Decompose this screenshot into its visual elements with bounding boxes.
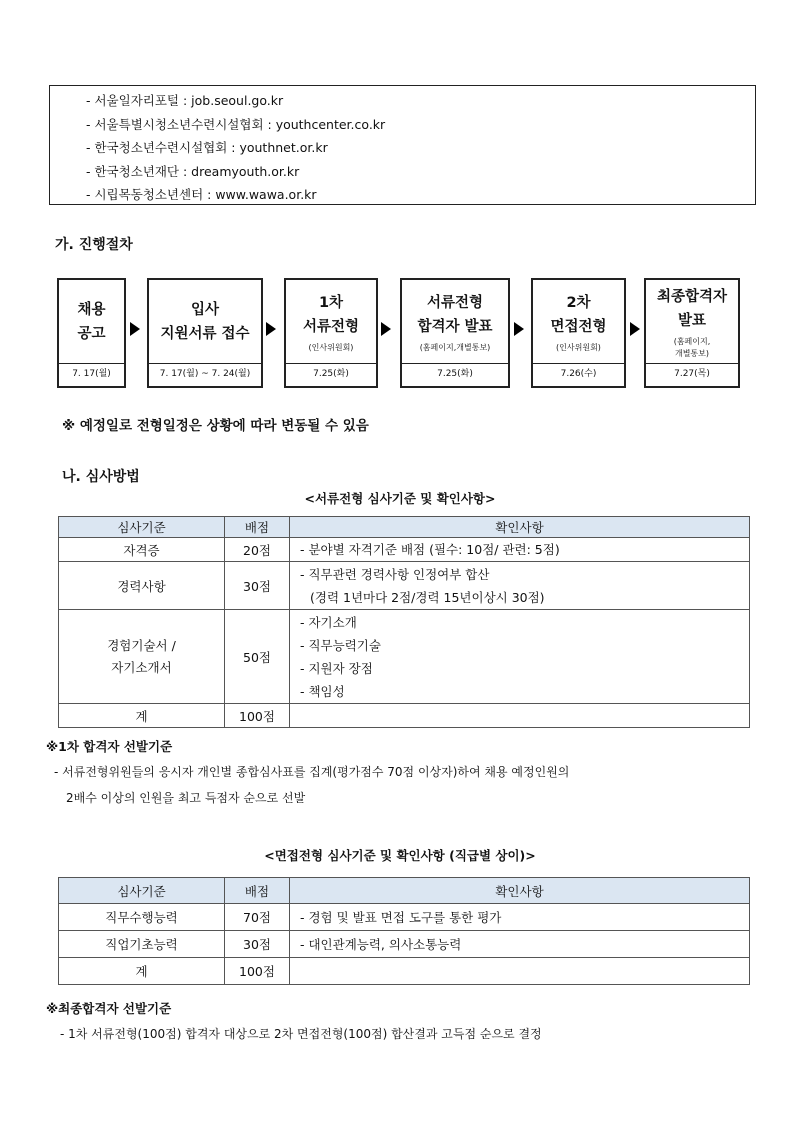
step-final-announcement (644, 278, 740, 388)
check-item: - 지원자 장점 (300, 657, 749, 680)
check-cell (290, 931, 750, 958)
score-cell: 70점 (225, 904, 290, 931)
link-item: - 한국청소년수련시설협회 : youthnet.or.kr (86, 136, 755, 160)
header-check: 확인사항 (290, 878, 750, 904)
section-a-title: 가. 진행절차 (55, 237, 133, 253)
step-line: 입사 (190, 302, 219, 318)
criterion-cell: 계 (59, 958, 225, 985)
header-criterion: 심사기준 (59, 517, 225, 538)
arrow-right-icon (630, 322, 640, 336)
criterion-cell: 직업기초능력 (59, 931, 225, 958)
score-cell: 30점 (225, 931, 290, 958)
table-header-row (59, 878, 750, 904)
site-links-box (49, 85, 756, 205)
table-row (59, 904, 750, 931)
doc-table-title: <서류전형 심사기준 및 확인사항> (304, 491, 496, 506)
link-item: - 시립목동청소년센터 : www.wawa.or.kr (86, 183, 755, 207)
step-sub: (인사위원회) (308, 342, 354, 352)
arrow-right-icon (266, 322, 276, 336)
step-application (147, 278, 263, 388)
criterion-line: 자기소개서 (111, 659, 172, 675)
check-cell (290, 704, 750, 728)
table-header-row (59, 517, 750, 538)
step-interview (531, 278, 626, 388)
section-b-title: 나. 심사방법 (62, 469, 140, 485)
step-date: 7.25(화) (402, 363, 508, 386)
step-line: 합격자 발표 (417, 318, 493, 335)
step-sub: (홈페이지, 개별통보) (673, 336, 711, 358)
check-item: - 자기소개 (300, 611, 749, 634)
step-sub: (인사위원회) (556, 342, 601, 352)
check-cell (290, 538, 750, 562)
step-recruit-notice (57, 278, 126, 388)
arrow-right-icon (381, 322, 391, 336)
criterion-cell: 직무수행능력 (59, 904, 225, 931)
step-line: 1차 (318, 294, 344, 311)
step-date: 7.26(수) (533, 363, 624, 386)
first-pass-line-2: 2배수 이상의 인원을 최고 득점자 순으로 선발 (66, 791, 306, 805)
step-sub: (홈페이지,개별통보) (419, 342, 491, 352)
step-line: 최종합격자 (656, 288, 728, 305)
link-item: - 서울특별시청소년수련시설협회 : youthcenter.co.kr (86, 113, 755, 137)
step-date: 7.27(목) (646, 363, 738, 386)
doc-screening-table (58, 516, 750, 728)
check-item: - 직무관련 경력사항 인정여부 합산 (300, 563, 749, 586)
step-document-result (400, 278, 510, 388)
score-cell: 100점 (225, 704, 290, 728)
final-pass-title: ※최종합격자 선발기준 (46, 1001, 172, 1016)
check-item: - 직무능력기술 (300, 634, 749, 657)
step-date: 7. 17(월) (59, 363, 124, 386)
check-cell (290, 610, 750, 704)
step-line: 공고 (77, 326, 106, 342)
check-item: - 대인관계능력, 의사소통능력 (300, 933, 749, 956)
step-date: 7.25(화) (286, 363, 376, 386)
score-cell: 30점 (225, 562, 290, 610)
link-item: - 서울일자리포털 : job.seoul.go.kr (86, 89, 755, 113)
interview-table (58, 877, 750, 985)
criterion-line: 경험기술서 / (107, 637, 176, 653)
check-cell (290, 958, 750, 985)
score-cell: 20점 (225, 538, 290, 562)
link-item: - 한국청소년재단 : dreamyouth.or.kr (86, 160, 755, 184)
step-line: 2차 (566, 294, 591, 311)
check-item-detail: (경력 1년마다 2점/경력 15년이상시 30점) (310, 589, 545, 605)
first-pass-title: ※1차 합격자 선발기준 (46, 739, 173, 754)
step-line: 채용 (77, 302, 106, 318)
first-pass-line-1: - 서류전형위원들의 응시자 개인별 종합심사표를 집계(평가점수 70점 이상자)하여 채용 예정인원의 (54, 765, 570, 779)
header-check: 확인사항 (290, 517, 750, 538)
step-date: 7. 17(월) ~ 7. 24(월) (149, 363, 261, 386)
table-row (59, 538, 750, 562)
step-line: 서류전형 (302, 318, 360, 335)
step-document-screening (284, 278, 378, 388)
criterion-cell: 자격증 (59, 538, 225, 562)
score-cell: 100점 (225, 958, 290, 985)
header-score: 배점 (225, 517, 290, 538)
check-item: - 책임성 (300, 680, 749, 703)
criterion-cell (59, 610, 225, 704)
header-criterion: 심사기준 (59, 878, 225, 904)
table-row (59, 562, 750, 610)
check-cell (290, 904, 750, 931)
arrow-right-icon (514, 322, 524, 336)
step-line: 발표 (677, 312, 706, 329)
table-row (59, 958, 750, 985)
arrow-right-icon (130, 322, 140, 336)
final-pass-line-1: - 1차 서류전형(100점) 합격자 대상으로 2차 면접전형(100점) 합산결과 고득점 순으로 결정 (60, 1027, 542, 1041)
step-line: 면접전형 (550, 318, 607, 335)
check-item: - 경험 및 발표 면접 도구를 통한 평가 (300, 906, 749, 929)
site-links-list (50, 86, 755, 207)
table-row (59, 610, 750, 704)
check-item: - 분야별 자격기준 배점 (필수: 10점/ 관련: 5점) (300, 538, 749, 561)
schedule-note: ※ 예정일로 전형일정은 상황에 따라 변동될 수 있음 (62, 418, 369, 434)
score-cell: 50점 (225, 610, 290, 704)
criterion-cell: 경력사항 (59, 562, 225, 610)
header-score: 배점 (225, 878, 290, 904)
table-row (59, 931, 750, 958)
interview-table-title: <면접전형 심사기준 및 확인사항 (직급별 상이)> (264, 848, 536, 863)
step-line: 지원서류 접수 (160, 326, 250, 342)
check-cell (290, 562, 750, 610)
table-row (59, 704, 750, 728)
criterion-cell: 계 (59, 704, 225, 728)
step-line: 서류전형 (426, 294, 484, 311)
